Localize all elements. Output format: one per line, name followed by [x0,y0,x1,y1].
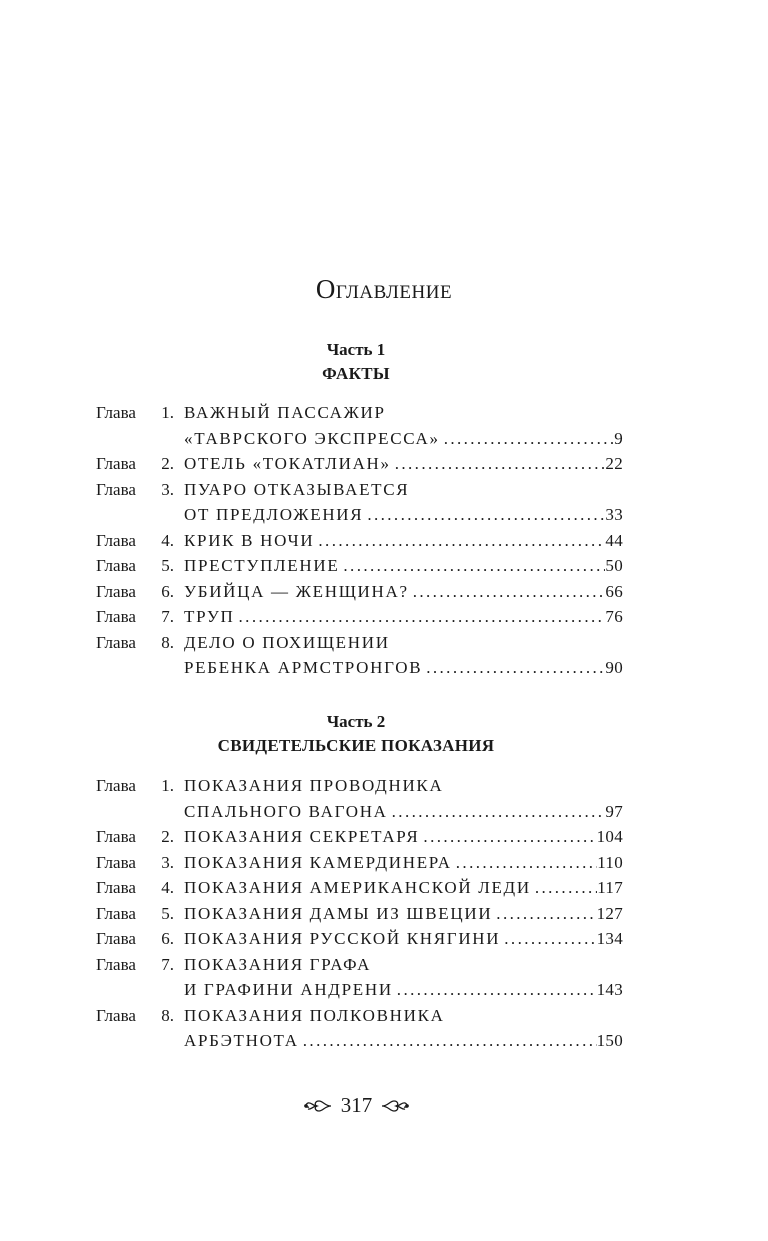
dot-leader [392,799,606,825]
toc-entry-line [96,553,623,579]
toc-entry-line [96,773,623,799]
chapter-title: ПОКАЗАНИЯ ПРОВОДНИКА [184,776,444,795]
chapter-title: ДЕЛО О ПОХИЩЕНИИ [184,632,390,652]
chapter-list [96,773,623,1054]
dot-leader [413,579,606,605]
chapter-page-number: 127 [596,903,623,923]
toc-entry-line [96,952,623,978]
part-title: СВИДЕТЕЛЬСКИЕ ПОКАЗАНИЯ [217,736,495,755]
chapter-title: РЕБЕНКА АРМСТРОНГОВ [184,658,423,677]
toc-entry-line [96,502,623,528]
dot-leader [535,875,597,901]
toc-entry-line [96,875,623,901]
toc-entry-line [96,926,623,952]
chapter-title: «ТАВРСКОГО ЭКСПРЕССА» [184,428,440,448]
chapter-list [96,400,623,681]
chapter-label: Глава [96,530,136,550]
toc-entry-line [96,451,623,477]
chapter-page-number: 44 [605,530,623,550]
chapter-page-number: 117 [597,878,623,897]
page-folio [0,1093,713,1118]
left-fleuron-icon [303,1097,333,1115]
chapter-label: Глава [96,1005,136,1025]
chapter-number: 7. [161,954,174,974]
chapter-number: 8. [161,1005,174,1025]
chapter-title: ПОКАЗАНИЯ АМЕРИКАНСКОЙ ЛЕДИ [184,878,531,897]
chapter-label: Глава [96,607,136,626]
chapter-label: Глава [96,878,136,897]
toc-entry-line [96,528,623,554]
chapter-number: 7. [161,607,174,626]
dot-leader [444,426,615,452]
chapter-page-number: 9 [614,428,623,448]
chapter-label: Глава [96,776,136,795]
chapter-number: 4. [161,878,174,897]
toc-entry-line [96,604,623,630]
toc-entry-line [96,1028,623,1054]
chapter-label: Глава [96,954,136,974]
chapter-page-number: 22 [605,454,623,473]
chapter-page-number: 66 [605,581,623,601]
chapter-label: Глава [96,632,136,652]
chapter-title: ПОКАЗАНИЯ РУССКОЙ КНЯГИНИ [184,929,501,948]
dot-leader [395,451,606,477]
toc-entry-line [96,824,623,850]
chapter-label: Глава [96,852,136,872]
toc-entry-line [96,579,623,605]
chapter-number: 8. [161,632,174,652]
chapter-title: ПУАРО ОТКАЗЫВАЕТСЯ [184,479,410,499]
chapter-page-number: 97 [605,801,623,821]
toc-entry-line [96,850,623,876]
chapter-label: Глава [96,403,136,422]
chapter-title: УБИЙЦА — ЖЕНЩИНА? [184,581,409,601]
chapter-title: ПОКАЗАНИЯ СЕКРЕТАРЯ [184,827,420,846]
chapter-title: ТРУП [184,607,235,626]
chapter-number: 6. [161,929,174,948]
chapter-number: 5. [161,903,174,923]
chapter-number: 2. [161,454,174,473]
chapter-page-number: 76 [605,607,623,626]
chapter-number: 4. [161,530,174,550]
chapter-title: ОТЕЛЬ «ТОКАТЛИАН» [184,454,391,473]
part-label: Часть 1 [326,340,386,359]
chapter-label: Глава [96,479,136,499]
toc-entry-line [96,1003,623,1029]
dot-leader [367,502,605,528]
toc-entry-line [96,400,623,426]
page-title: Оглавление [315,274,453,304]
chapter-page-number: 50 [605,556,623,575]
dot-leader [343,553,605,579]
chapter-number: 5. [161,556,174,575]
part-title: ФАКТЫ [322,364,390,383]
chapter-number: 3. [161,479,174,499]
dot-leader [239,604,606,630]
toc-entry-line [96,477,623,503]
chapter-page-number: 150 [596,1031,623,1050]
chapter-title: ВАЖНЫЙ ПАССАЖИР [184,403,386,422]
page-number: 317 [340,1093,373,1117]
toc-entry-line [96,901,623,927]
toc-entry-line [96,799,623,825]
chapter-label: Глава [96,454,136,473]
dot-leader [496,901,596,927]
dot-leader [426,655,605,681]
dot-leader [504,926,596,952]
chapter-label: Глава [96,903,136,923]
chapter-number: 1. [161,776,174,795]
chapter-title: ПОКАЗАНИЯ КАМЕРДИНЕРА [184,852,452,872]
part-heading [0,338,712,386]
chapter-label: Глава [96,929,136,948]
right-fleuron-icon [380,1097,410,1115]
dot-leader [397,977,597,1003]
chapter-label: Глава [96,556,136,575]
chapter-title: СПАЛЬНОГО ВАГОНА [184,801,388,821]
chapter-label: Глава [96,581,136,601]
part-label: Часть 2 [326,712,386,731]
toc-entry-line [96,977,623,1003]
chapter-title: ПРЕСТУПЛЕНИЕ [184,556,340,575]
toc-entry-line [96,655,623,681]
toc-entry-line [96,426,623,452]
chapter-page-number: 33 [605,505,623,524]
dot-leader [318,528,605,554]
chapter-number: 3. [161,852,174,872]
chapter-page-number: 104 [596,827,623,846]
toc-entry-line [96,630,623,656]
chapter-title: ОТ ПРЕДЛОЖЕНИЯ [184,505,364,524]
chapter-number: 1. [161,403,174,422]
chapter-page-number: 90 [605,658,623,677]
chapter-page-number: 134 [596,929,623,948]
chapter-label: Глава [96,827,136,846]
dot-leader [423,824,596,850]
dot-leader [303,1028,597,1054]
chapter-page-number: 143 [596,980,623,999]
chapter-number: 6. [161,581,174,601]
chapter-title: АРБЭТНОТА [184,1031,299,1050]
part-heading [0,710,712,758]
chapter-page-number: 110 [597,852,623,872]
chapter-title: ПОКАЗАНИЯ ПОЛКОВНИКА [184,1005,445,1025]
chapter-title: ПОКАЗАНИЯ ГРАФА [184,954,372,974]
chapter-title: КРИК В НОЧИ [184,530,315,550]
chapter-title: И ГРАФИНИ АНДРЕНИ [184,980,393,999]
chapter-number: 2. [161,827,174,846]
chapter-title: ПОКАЗАНИЯ ДАМЫ ИЗ ШВЕЦИИ [184,903,493,923]
dot-leader [456,850,597,876]
